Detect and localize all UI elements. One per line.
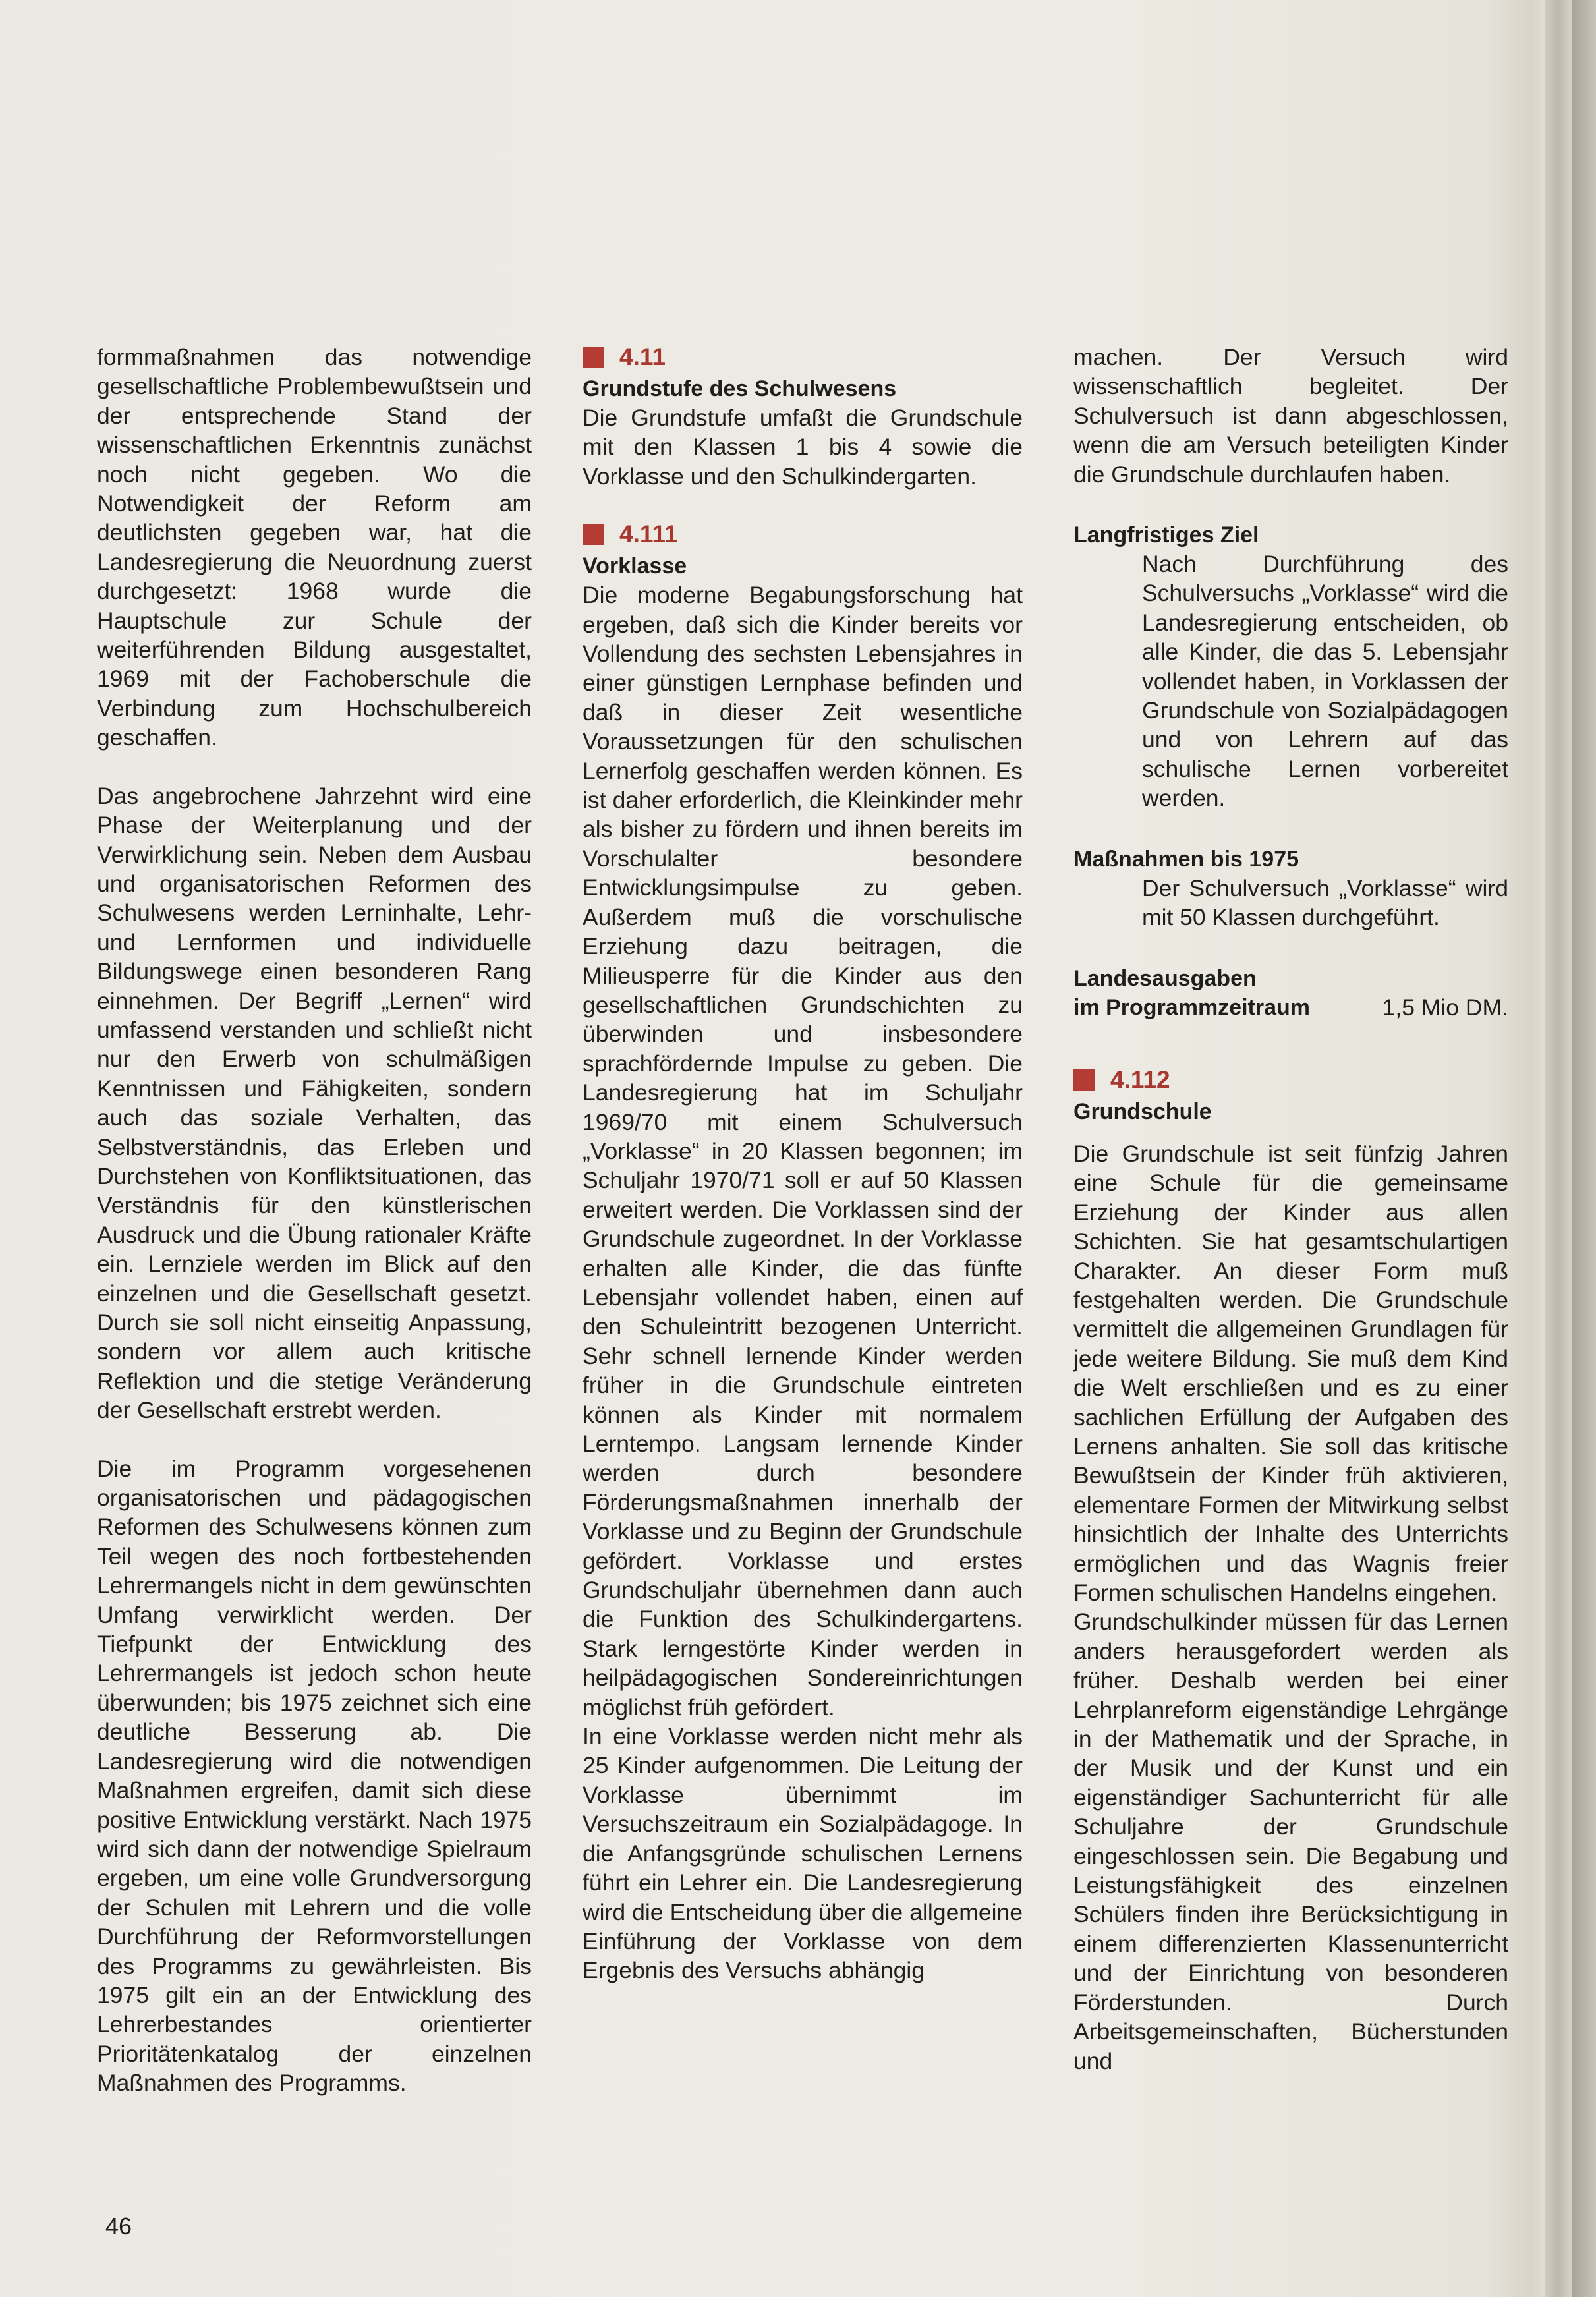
section-heading-4-112 [1073, 1065, 1508, 1094]
paragraph: Das angebrochene Jahrzehnt wird eine Phase der Weiterplanung und der Verwirklichung sein. Neben dem Ausbau und organisatorischen Reformen des Schulwesens werden Lerninhalte, Lehr- und Lernformen und individuelle Bildungswege einen besonderen Rang einnehmen. Der Begriff „Lernen“ wird umfassend verstanden und schließt nicht nur den Erwerb von schulmäßigen Kenntnissen und Fähigkeiten, sondern auch das soziale Verhalten, das Selbstverständnis, das Erleben und Durchstehen von Konfliktsituationen, das Verständnis für den künstlerischen Ausdruck und die Übung rationaler Kräfte ein. Lernziele werden im Blick auf den einzelnen und die Gesellschaft gesetzt. Durch sie soll nicht einseitig Anpassung, sondern vor allem auch kritische Reflektion und die stetige Veränderung der Gesellschaft erstrebt werden. [97, 782, 532, 1424]
subheading-ziel: Langfristiges Ziel [1073, 523, 1259, 548]
paragraph: Die Grundschule ist seit fünfzig Jahren eine Schule für die gemeinsame Erziehung der Kinder aus allen Schichten. Sie hat gesamtschulartigen Charakter. An dieser Form muß festgehalten werden. Die Grundschule vermittelt die allgemeinen Grundlagen für jede weitere Bildung. Sie muß dem Kind die Welt erschließen und es zu einer sachlichen Erfüllung der Aufgaben des Lernens anhalten. Sie soll das kritische Bewußtsein der Kinder früh aktivieren, elementare Formen der Mitwirkung selbst hinsichtlich der Inhalte des Unterrichts ermöglichen und das Wagnis freier Formen schulischen Handelns eingehen. [1073, 1140, 1508, 1606]
page-number: 46 [105, 2213, 132, 2240]
book-gutter [1545, 0, 1572, 2297]
expenditure-value: 1,5 Mio DM. [1382, 994, 1508, 1021]
paragraph: Die im Programm vorgesehenen organisatorischen und pädagogischen Reformen des Schulwesens können zum Teil wegen des noch fortbestehenden Lehrermangels nicht in dem gewünschten Umfang verwirklicht werden. Der Tiefpunkt der Entwicklung des Lehrermangels ist jedoch schon heute überwunden; bis 1975 zeichnet sich eine deutliche Besserung ab. Die Landesregierung wird die notwendigen Maßnahmen ergreifen, damit sich diese positive Entwicklung verstärkt. Nach 1975 wird sich dann der notwendige Spielraum ergeben, um eine volle Grundversorgung der Schulen mit Lehrern und die volle Durchführung der Reformvorstellungen des Programms zu gewährleisten. Bis 1975 gilt ein an der Entwicklung des Lehrerbestandes orientierter Prioritätenkatalog der einzelnen Maßnahmen des Programms. [97, 1455, 532, 2097]
next-page-edge [1572, 0, 1596, 2297]
section-number: 4.11 [619, 343, 666, 370]
section-title: Grundschule [1073, 1098, 1212, 1124]
paragraph: Nach Durchführung des Schulversuchs „Vorklasse“ wird die Landesregierung entscheiden, ob alle Kinder, die das 5. Lebensjahr vollendet haben, in Vorklassen der Grundschule von Sozialpädagogen und von Lehrern auf das schulische Lernen vorbereitet werden. [1142, 551, 1508, 812]
section-marker-icon [583, 524, 604, 545]
paragraph: Der Schulversuch „Vorklasse“ wird mit 50 Klassen durchgeführt. [1142, 874, 1508, 931]
subheading-programmzeitraum: im Programmzeitraum [1073, 994, 1310, 1020]
paragraph: Grundschulkinder müssen für das Lernen anders herausgefordert werden als früher. Deshalb werden bei einer Lehrplanreform eigenständige Lehrgänge in der Mathematik und der Sprache, in der Musik und der Kunst und ein eigenständiger Sachunterricht für alle Schuljahre der Grundschule eingeschlossen sein. Die Begabung und Leistungsfähigkeit des einzelnen Schülers finden ihre Berücksichtigung in einem differenzierten Klassenunterricht und der Einrichtung von besonderen Förderstunden. Durch Arbeitsgemeinschaften, Bücherstunden und [1073, 1608, 1508, 2074]
section-number: 4.111 [619, 521, 678, 548]
column-middle [583, 343, 1023, 1985]
section-title: Vorklasse [583, 553, 687, 579]
section-marker-icon [1073, 1069, 1095, 1091]
paragraph: machen. Der Versuch wird wissenschaftlich begleitet. Der Schulversuch ist dann abgeschlossen, wenn die am Versuch beteiligten Kinder die Grundschule durchlaufen haben. [1073, 344, 1508, 488]
subheading-massnahmen: Maßnahmen bis 1975 [1073, 846, 1299, 872]
column-left [97, 343, 532, 2098]
paragraph: formmaßnahmen das notwendige gesellschaftliche Problembewußtsein und der entsprechende Stand der wissenschaftlichen Erkenntnis zunächst noch nicht gegeben. Wo die Notwendigkeit der Reform am deutlichsten gegeben war, hat die Landesregierung die Neuordnung zuerst durchgesetzt: 1968 wurde die Hauptschule zur Schule der weiterführenden Bildung ausgestaltet, 1969 mit der Fachoberschule die Verbindung zum Hochschulbereich geschaffen. [97, 344, 532, 751]
expenditure-row [1073, 993, 1508, 1022]
section-heading-4-111 [583, 520, 1023, 549]
paragraph: In eine Vorklasse werden nicht mehr als 25 Kinder aufgenommen. Die Leitung der Vorklasse übernimmt im Versuchszeitraum ein Sozialpädagoge. In die Anfangsgründe schulischen Lernens führt ein Lehrer ein. Die Landesregierung wird die Entscheidung über die allgemeine Einführung der Vorklasse von dem Ergebnis des Versuchs abhängig [583, 1723, 1023, 1984]
column-right [1073, 343, 1508, 2076]
section-heading-4-11 [583, 343, 1023, 372]
subheading-landesausgaben: Landesausgaben [1073, 965, 1257, 991]
paragraph: Die Grundstufe umfaßt die Grundschule mit den Klassen 1 bis 4 sowie die Vorklasse und den Schulkindergarten. [583, 405, 1023, 490]
paragraph: Die moderne Begabungsforschung hat ergeben, daß sich die Kinder bereits vor Vollendung des sechsten Lebensjahres in einer günstigen Lernphase befinden und daß in dieser Zeit wesentliche Voraussetzungen für den schulischen Lernerfolg geschaffen werden können. Es ist daher erforderlich, die Kleinkinder mehr als bisher zu fördern und ihnen bereits im Vorschulalter besondere Entwicklungsimpulse zu geben. Außerdem muß die vorschulische Erziehung dazu beitragen, die Milieusperre für die Kinder aus den gesellschaftlichen Grundschichten zu überwinden und insbesondere sprachfördernde Impulse zu geben. Die Landesregierung hat im Schuljahr 1969/70 mit einem Schulversuch „Vorklasse“ in 20 Klassen begonnen; im Schuljahr 1970/71 soll er auf 50 Klassen erweitert werden. Die Vorklassen sind der Grundschule zugeordnet. In der Vorklasse erhalten alle Kinder, die das fünfte Lebensjahr vollendet haben, einen auf den Schuleintritt bezogenen Unterricht. Sehr schnell lernende Kinder werden früher in die Grundschule eintreten können als Kinder mit normalem Lerntempo. Langsam lernende Kinder werden durch besondere Förderungsmaßnahmen innerhalb der Vorklasse und zu Beginn der Grundschule gefördert. Vorklasse und erstes Grundschuljahr übernehmen dann auch die Funktion des Schulkindergartens. Stark lerngestörte Kinder werden in heilpädagogischen Sondereinrichtungen möglichst früh gefördert. [583, 582, 1023, 1720]
section-title: Grundstufe des Schulwesens [583, 376, 897, 401]
section-number: 4.112 [1110, 1065, 1170, 1093]
section-marker-icon [583, 347, 604, 368]
